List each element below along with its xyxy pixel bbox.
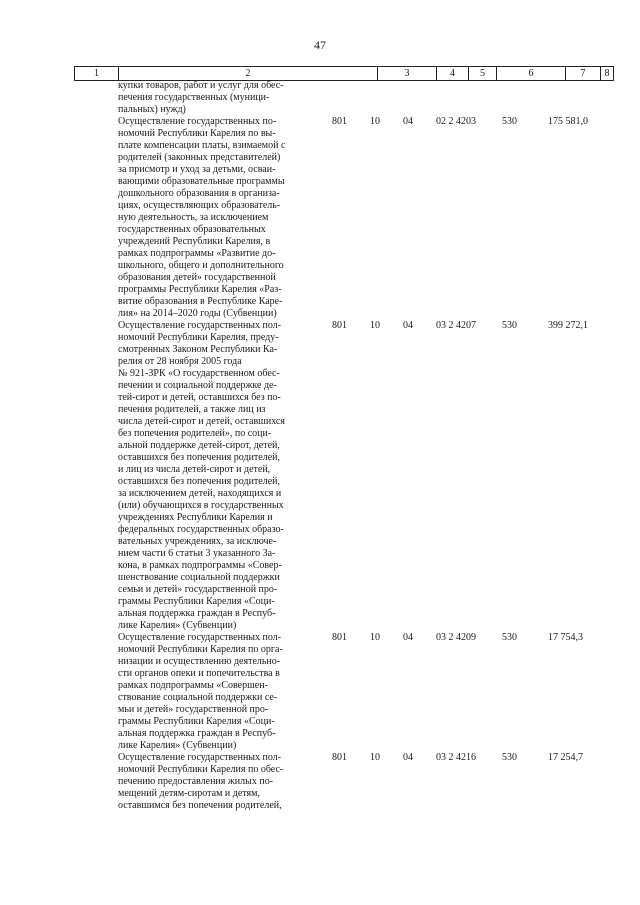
row-department-code: 801	[332, 752, 347, 763]
row-section-code: 10	[370, 116, 380, 127]
row-description: Осуществление государственных пол- номочий Республики Карелия, преду- смотренных Законом Республики Ка- релия от 28 ноября 2005 года № 921-ЗРК «О государственном обес- печении и социальной поддержке де- тей-сирот и детей, оставшихся без по- печения родителей, а также лиц из числа детей-сирот и детей, оставшихся без попечения родителей», по соци- альной поддержке детей-сирот, детей, оставшихся без попечения родителей, и лиц из числа детей-сирот и детей, оставшихся без попечения родителей, за исключением детей, находящихся и (или) обучающихся в государственных учреждениях Республики Карелия и федеральных государственных образо- вательных учреждениях, за исключе- нием части 6 статьи 3 указанного За- кона, в рамках подпрограммы «Совер- шенствование социальной поддержки семьи и детей» государственной про- граммы Республики Карелия «Соци- альная поддержка граждан в Респуб- лике Карелия» (Субвенции)	[118, 320, 285, 631]
row-target-item-code: 03 2 4209	[436, 632, 476, 643]
row-target-item-code: 03 2 4207	[436, 320, 476, 331]
row-subsection-code: 04	[403, 632, 413, 643]
row-subsection-code: 04	[403, 116, 413, 127]
row-section-code: 10	[370, 752, 380, 763]
header-col-5: 5	[468, 67, 496, 80]
header-col-8: 8	[600, 67, 614, 80]
row-section-code: 10	[370, 632, 380, 643]
header-col-4: 4	[436, 67, 468, 80]
row-subsection-code: 04	[403, 752, 413, 763]
row-section-code: 10	[370, 320, 380, 331]
row-department-code: 801	[332, 116, 347, 127]
row-amount: 17 254,7	[548, 752, 583, 763]
row-department-code: 801	[332, 320, 347, 331]
header-col-1: 1	[74, 67, 118, 80]
table-body	[0, 80, 640, 812]
row-department-code: 801	[332, 632, 347, 643]
header-col-6: 6	[496, 67, 565, 80]
row-amount: 17 754,3	[548, 632, 583, 643]
row-subsection-code: 04	[403, 320, 413, 331]
table-row	[0, 80, 640, 116]
table-row	[0, 752, 640, 812]
page-number: 47	[314, 38, 326, 52]
row-description: Осуществление государственных по- номочий Республики Карелия по вы- плате компенсации платы, взимаемой с родителей (законных представителей) за присмотр и уход за детьми, осваи- вающими образовательные программы дошкольного образования в организа- циях, осуществляющих образователь- ную деятельность, за исключением государственных образовательных учреждений Республики Карелия, в рамках подпрограммы «Развитие до- школьного, общего и дополнительного образования детей» государственной программы Республики Карелия «Раз- витие образования в Республике Каре- лия» на 2014–2020 годы (Субвенции)	[118, 116, 286, 319]
row-description: Осуществление государственных пол- номочий Республики Карелия по орга- низации и осуществлению деятельно- сти органов опеки и попечительства в рамках подпрограммы «Совершен- ствование социальной поддержки се- мьи и детей» государственной про- граммы Республики Карелия «Соци- альная поддержка граждан в Респуб- лике Карелия» (Субвенции)	[118, 632, 283, 751]
header-col-3: 3	[377, 67, 436, 80]
row-expense-type-code: 530	[502, 116, 517, 127]
row-expense-type-code: 530	[502, 752, 517, 763]
table-row	[0, 116, 640, 320]
row-description: купки товаров, работ и услуг для обес- печения государственных (муници- пальных) нужд)	[118, 80, 284, 115]
row-expense-type-code: 530	[502, 632, 517, 643]
table-row	[0, 320, 640, 632]
row-amount: 399 272,1	[548, 320, 588, 331]
row-description: Осуществление государственных пол- номочий Республики Карелия по обес- печению предоставления жилых по- мещений детям-сиротам и детям, оставшимся без попечения родителей,	[118, 752, 284, 811]
table-row	[0, 632, 640, 752]
header-col-2: 2	[118, 67, 377, 80]
header-col-7: 7	[565, 67, 600, 80]
row-target-item-code: 03 2 4216	[436, 752, 476, 763]
row-amount: 175 581,0	[548, 116, 588, 127]
table-header	[74, 66, 614, 81]
row-target-item-code: 02 2 4203	[436, 116, 476, 127]
row-expense-type-code: 530	[502, 320, 517, 331]
